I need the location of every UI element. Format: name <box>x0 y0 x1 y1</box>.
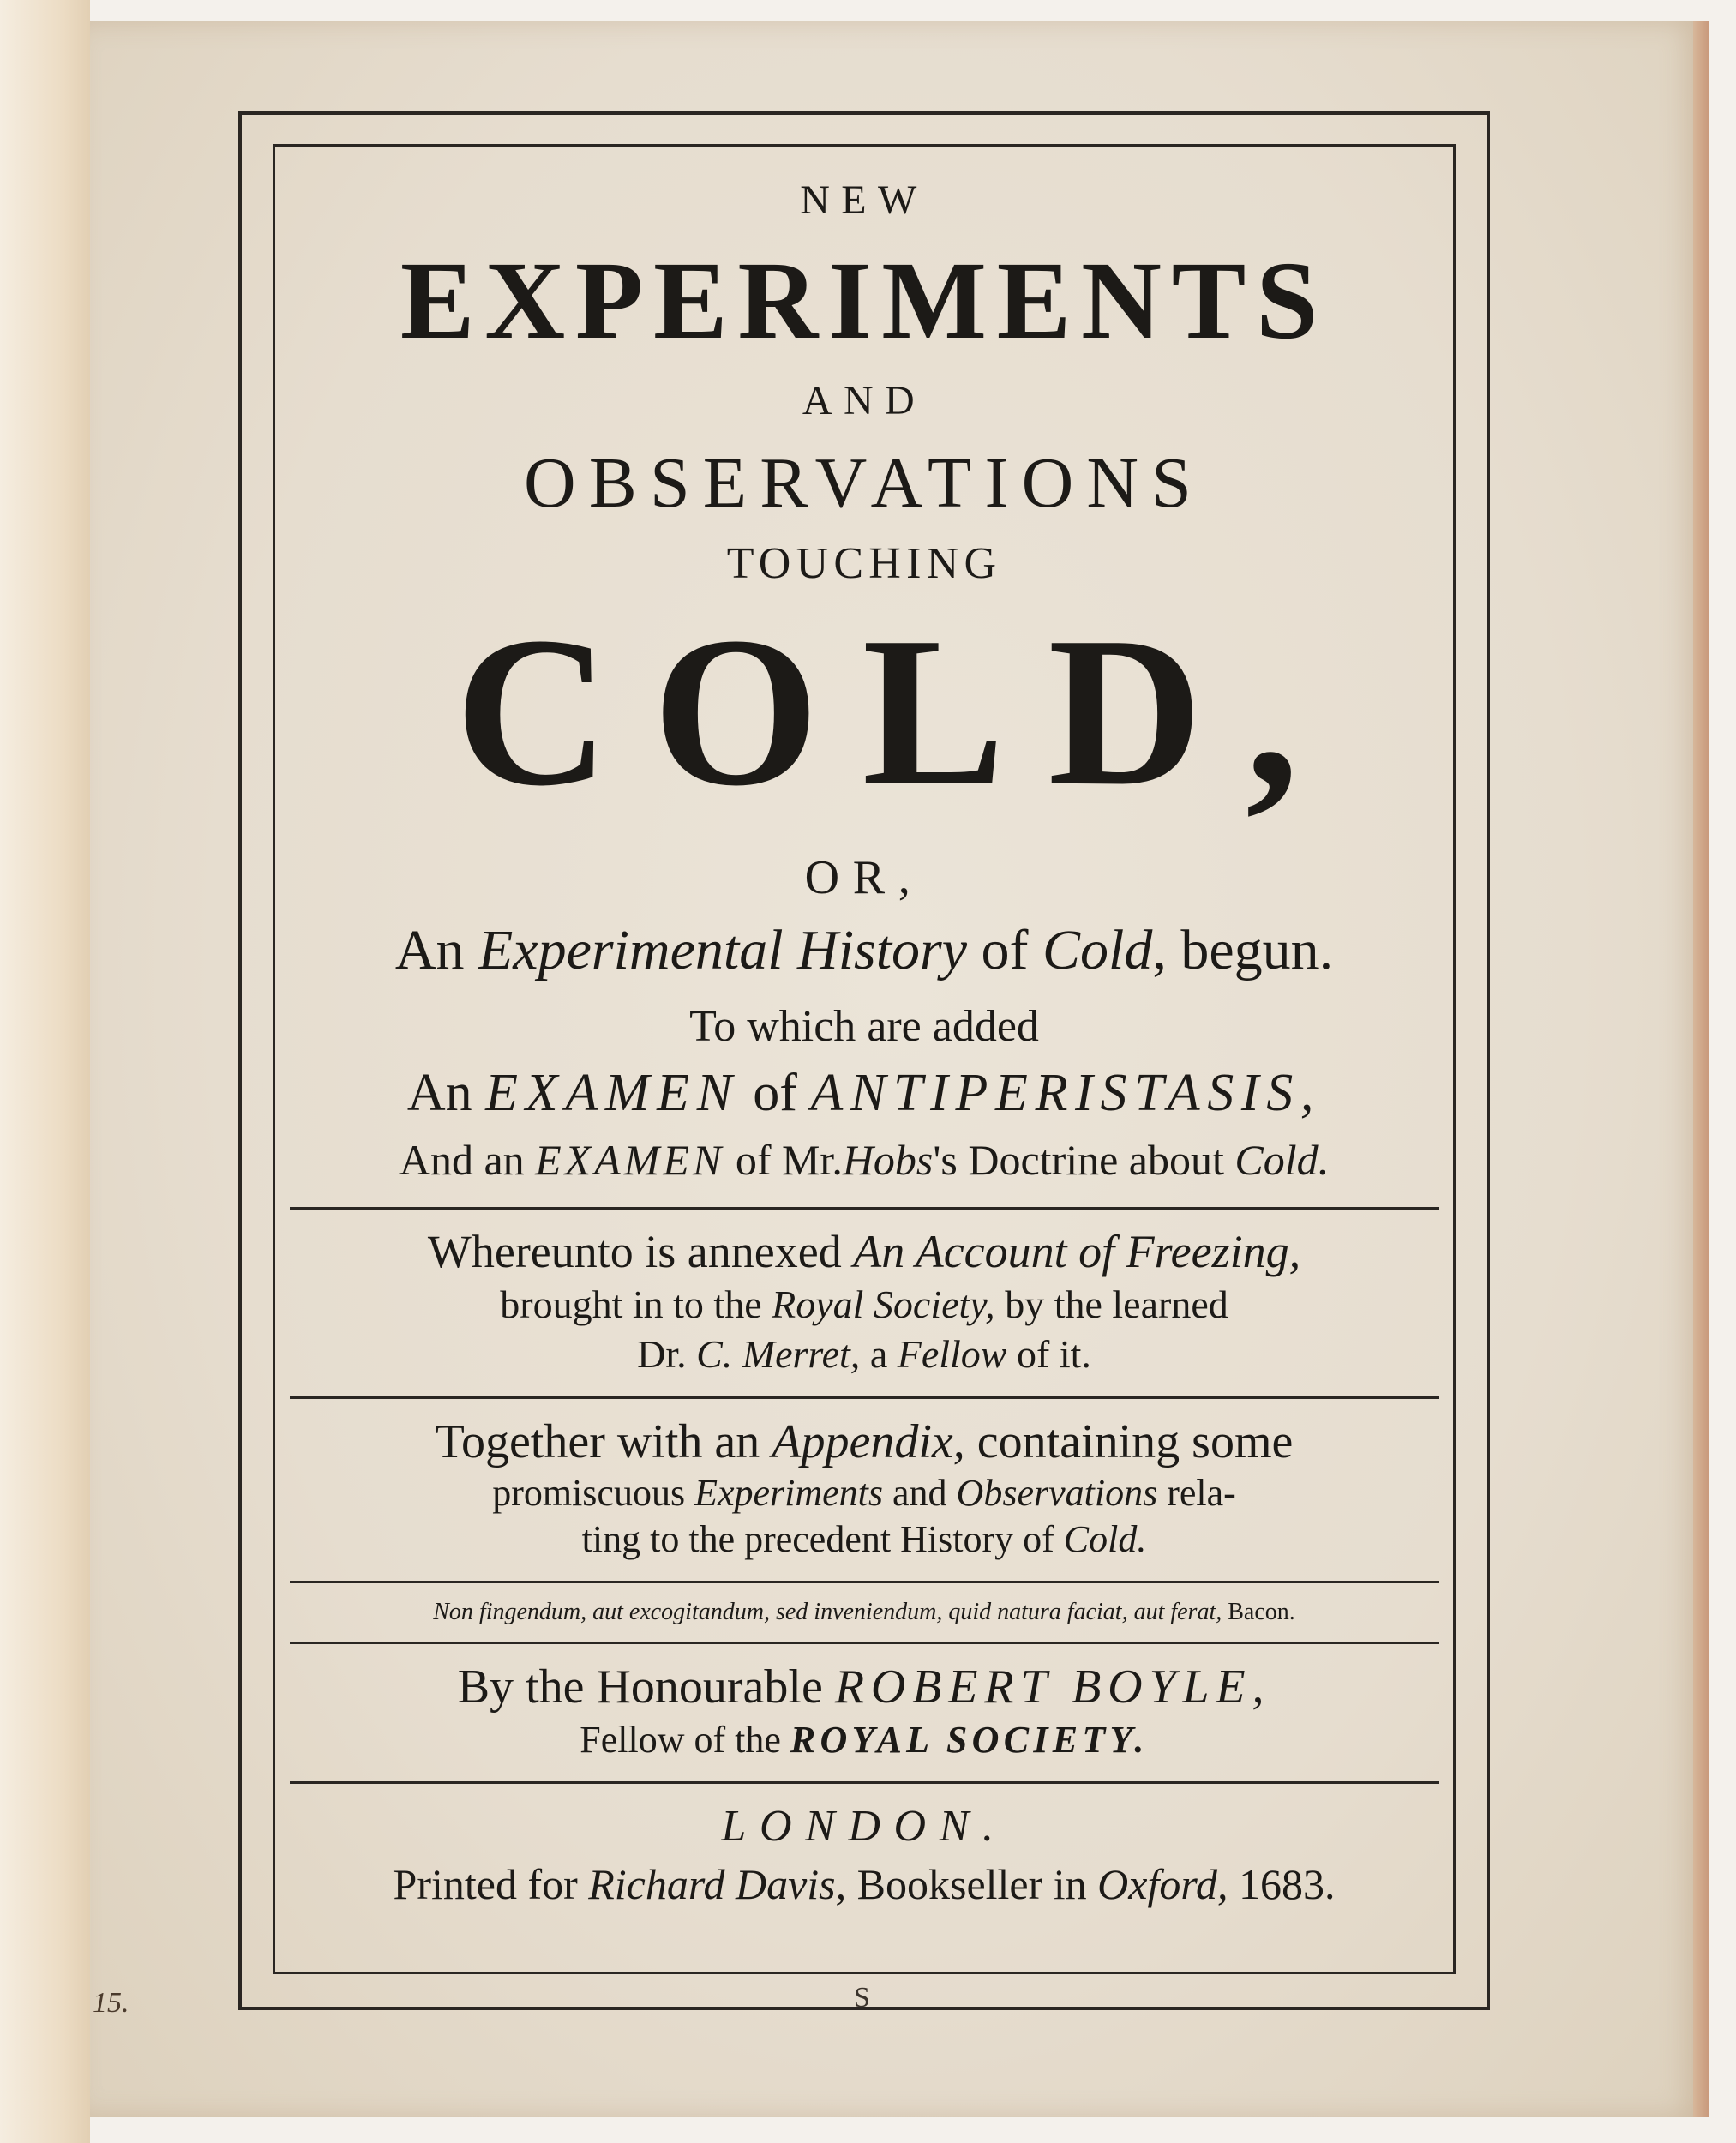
appendix-cold: Cold. <box>1063 1518 1147 1560</box>
added-intro: To which are added <box>689 1002 1039 1051</box>
annexed-fellow: Fellow <box>897 1332 1007 1376</box>
rule-5 <box>290 1781 1439 1784</box>
examen-an: An <box>406 1064 486 1122</box>
imprint-oxford: Oxford, <box>1097 1860 1228 1908</box>
motto-author: Bacon. <box>1228 1599 1295 1625</box>
imprint-city: LONDON. <box>721 1802 1007 1851</box>
annexed-account: An Account of Freezing, <box>853 1226 1301 1277</box>
examen-of: of <box>739 1064 811 1122</box>
appendix-word: Appendix, <box>772 1415 965 1468</box>
rule-4 <box>290 1642 1439 1644</box>
appendix-line-3 <box>274 1518 1454 1560</box>
author-line-1 <box>274 1660 1454 1714</box>
annexed-line-2 <box>274 1282 1454 1326</box>
title-touching: TOUCHING <box>726 539 1002 588</box>
hobs-name: Hobs <box>842 1136 934 1184</box>
title-experiments: EXPERIMENTS <box>399 239 1329 363</box>
annexed-royal-society: Royal Society, <box>772 1282 995 1326</box>
rule-2 <box>290 1396 1439 1399</box>
hobs-cold: Cold. <box>1234 1136 1330 1184</box>
annexed-merret: C. Merret, <box>696 1332 861 1376</box>
title-observations: OBSERVATIONS <box>524 443 1204 523</box>
author-by: By the Honourable <box>457 1660 835 1714</box>
hobs-of-mr: of Mr. <box>724 1136 843 1184</box>
imprint-printed-for: Printed for <box>393 1860 589 1908</box>
examen-word: EXAMEN <box>485 1064 740 1122</box>
appendix-containing: containing some <box>964 1415 1294 1468</box>
rule-3 <box>290 1581 1439 1583</box>
appendix-together: Together with an <box>435 1415 772 1468</box>
annexed-line-3 <box>274 1332 1454 1376</box>
hobs-and-an: And an <box>399 1136 536 1184</box>
title-and: AND <box>802 378 927 423</box>
left-page-margin <box>0 0 90 2143</box>
hobs-doctrine-line <box>274 1136 1454 1184</box>
title-new: NEW <box>800 177 928 223</box>
margin-note: 15. <box>93 1987 129 2019</box>
hobs-doctrine: 's Doctrine about <box>933 1136 1235 1184</box>
appendix-and: and <box>883 1472 957 1514</box>
title-cold: COLD, <box>454 593 1343 831</box>
imprint-bookseller: Bookseller in <box>846 1860 1098 1908</box>
imprint-richard-davis: Richard Davis, <box>588 1860 847 1908</box>
title-or: OR, <box>804 851 924 904</box>
antiperistasis-word: ANTIPERISTASIS, <box>810 1064 1322 1122</box>
appendix-ting: ting to the precedent History of <box>581 1518 1064 1560</box>
annexed-of-it: of it. <box>1006 1332 1091 1376</box>
hobs-examen: EXAMEN <box>535 1136 725 1184</box>
imprint-line-2 <box>274 1860 1454 1908</box>
signature-mark: S <box>854 1982 870 2014</box>
subtitle-an: An <box>394 919 478 981</box>
imprint-year: 1683. <box>1228 1860 1336 1908</box>
author-royal-society: ROYAL SOCIETY. <box>790 1719 1149 1761</box>
appendix-rela: rela- <box>1157 1472 1236 1514</box>
subtitle-cold: Cold <box>1042 919 1153 981</box>
subtitle-begun: , begun. <box>1152 919 1334 981</box>
motto-text: Non fingendum, aut excogitandum, sed inveniendum, quid natura faciat, aut ferat, <box>433 1599 1228 1625</box>
annexed-dr: Dr. <box>637 1332 697 1376</box>
author-fellow: Fellow of the <box>580 1719 790 1761</box>
appendix-promiscuous: promiscuous <box>492 1472 695 1514</box>
rule-1 <box>290 1207 1439 1210</box>
annexed-learned: by the learned <box>994 1282 1228 1326</box>
annexed-line-1 <box>274 1228 1454 1275</box>
page-edge <box>1693 21 1709 2117</box>
examen-antiperistasis-line <box>274 1066 1454 1120</box>
appendix-line-1 <box>274 1415 1454 1468</box>
author-name: ROBERT BOYLE, <box>834 1660 1271 1714</box>
appendix-observations: Observations <box>956 1472 1158 1514</box>
annexed-whereunto: Whereunto is annexed <box>427 1226 854 1277</box>
motto-line <box>274 1600 1454 1624</box>
appendix-line-2 <box>274 1474 1454 1512</box>
annexed-a: a <box>860 1332 898 1376</box>
subtitle-experimental-history-italic: Experimental History <box>478 919 968 981</box>
subtitle-of: of <box>967 919 1043 981</box>
author-line-2 <box>274 1721 1454 1759</box>
appendix-experiments: Experiments <box>694 1472 884 1514</box>
annexed-brought: brought in to the <box>500 1282 772 1326</box>
subtitle-experimental-history <box>274 919 1454 981</box>
title-page-text <box>274 146 1454 1906</box>
